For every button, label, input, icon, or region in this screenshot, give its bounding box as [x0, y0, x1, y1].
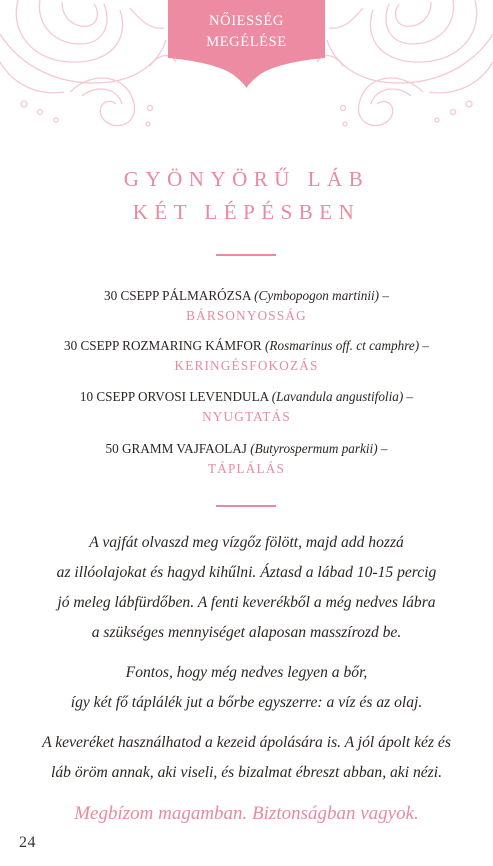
paragraph-line: láb öröm annak, aki viseli, és bizalmat ébreszt abban, aki nézi.: [51, 764, 442, 781]
tip-paragraph: [0, 658, 493, 718]
title-line-1: GYÖNYÖRŰ LÁB: [123, 167, 370, 191]
paragraph-line: Fontos, hogy még nedves legyen a bőr,: [125, 664, 368, 681]
paragraph-line: a szükséges mennyiséget alaposan masszírozd be.: [91, 624, 402, 641]
ingredient-effect: KERINGÉSFOKOZÁS: [174, 358, 319, 373]
ingredient-dash: –: [419, 338, 429, 353]
ingredient-dash: –: [377, 441, 388, 456]
ingredient-dash: –: [403, 389, 414, 404]
paragraph-line: A vajfát olvaszd meg vízgőz fölött, majd add hozzá: [89, 534, 404, 551]
ingredient-dash: –: [379, 288, 389, 303]
ingredient-name: 10 CSEPP ORVOSI LEVENDULA: [79, 389, 269, 404]
ingredient-1: [0, 286, 493, 326]
banner-line-1: NŐIESSÉG: [209, 13, 284, 29]
ingredient-latin: (Butyrospermum parkii): [250, 441, 378, 456]
paragraph-line: az illóolajokat és hagyd kihűlni. Áztasd a lábad 10-15 percig: [56, 564, 437, 581]
ingredient-latin: (Cymbopogon martinii): [254, 288, 380, 303]
paragraph-line: így két fő táplálék jut a bőrbe egyszerre: a víz és az olaj.: [70, 694, 423, 711]
title-line-2: KÉT LÉPÉSBEN: [132, 200, 361, 224]
usage-paragraph: [0, 728, 493, 788]
ingredient-effect: BÁRSONYOSSÁG: [186, 308, 307, 323]
ingredient-name: 30 CSEPP PÁLMARÓZSA: [104, 288, 251, 303]
ingredient-latin: (Rosmarinus off. ct camphre): [265, 338, 420, 353]
banner-line-2: MEGÉLÉSE: [206, 34, 287, 50]
ingredient-4: [0, 439, 493, 479]
ingredient-name: 50 GRAMM VAJFAOLAJ: [105, 441, 247, 456]
ingredient-2: [0, 336, 493, 376]
ingredient-effect: TÁPLÁLÁS: [207, 461, 285, 476]
affirmation: Megbízom magamban. Biztonságban vagyok.: [74, 803, 419, 824]
divider-top: [216, 254, 276, 256]
divider-bottom: [216, 505, 276, 507]
paragraph-line: A keveréket használhatod a kezeid ápolására is. A jól ápolt kéz és: [42, 734, 451, 751]
ingredient-effect: NYUGTATÁS: [202, 409, 291, 424]
paragraph-line: jó meleg lábfürdőben. A fenti keverékből a még nedves lábra: [57, 594, 436, 611]
ingredient-name: 30 CSEPP ROZMARING KÁMFOR: [64, 338, 262, 353]
instruction-paragraph: [0, 528, 493, 648]
page-number: 24: [19, 834, 36, 851]
chapter-banner: [176, 11, 317, 53]
ingredient-latin: (Lavandula angustifolia): [271, 389, 404, 404]
ingredient-3: [0, 387, 493, 427]
